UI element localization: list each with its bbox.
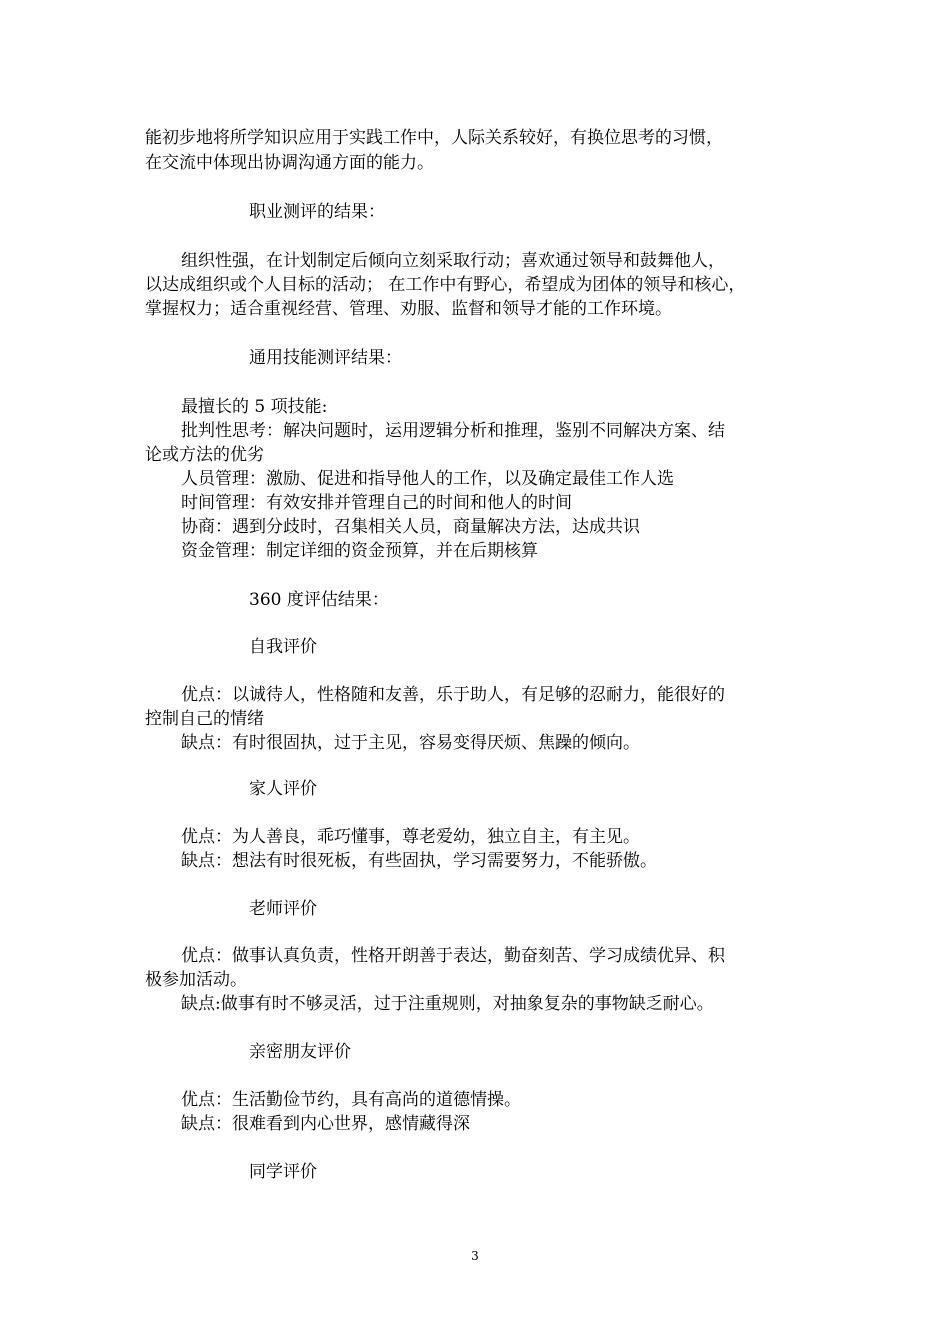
skill-item: 批判性思考：解决问题时，运用逻辑分析和推理，鉴别不同解决方案、结: [181, 421, 725, 441]
intro-line-1: 能初步地将所学知识应用于实践工作中，人际关系较好，有换位思考的习惯，: [145, 128, 723, 148]
skills-subheading: 最擅长的 5 项技能:: [181, 397, 328, 417]
friends-eval-heading: 亲密朋友评价: [249, 1042, 351, 1062]
intro-line-2: 在交流中体现出协调沟通方面的能力。: [145, 153, 434, 173]
teacher-eval-heading: 老师评价: [249, 899, 317, 919]
classmates-eval-heading: 同学评价: [249, 1162, 317, 1182]
skills-heading: 通用技能测评结果：: [249, 348, 402, 368]
skill-item: 人员管理：激励、促进和指导他人的工作，以及确定最佳工作人选: [181, 469, 674, 489]
career-line-3: 掌握权力；适合重视经营、管理、劝服、监督和领导才能的工作环境。: [145, 299, 672, 319]
career-heading: 职业测评的结果：: [249, 202, 385, 222]
career-line-1: 组织性强，在计划制定后倾向立刻采取行动；喜欢通过领导和鼓舞他人，: [181, 251, 725, 271]
family-cons: 缺点：想法有时很死板，有些固执，学习需要努力，不能骄傲。: [181, 851, 657, 871]
self-pros-line-2: 控制自己的情绪: [145, 709, 264, 729]
skill-item: 时间管理：有效安排并管理自己的时间和他人的时间: [181, 493, 572, 513]
skill-item: 资金管理：制定详细的资金预算，并在后期核算: [181, 541, 538, 561]
skill-item: 论或方法的优劣: [145, 445, 264, 465]
skill-item: 协商：遇到分歧时，召集相关人员，商量解决方法，达成共识: [181, 517, 640, 537]
family-eval-heading: 家人评价: [249, 779, 317, 799]
self-eval-heading: 自我评价: [249, 637, 317, 657]
teacher-pros-line-1: 优点：做事认真负责，性格开朗善于表达，勤奋刻苦、学习成绩优异、积: [181, 946, 725, 966]
teacher-cons: 缺点:做事有时不够灵活，过于注重规则，对抽象复杂的事物缺乏耐心。: [181, 994, 714, 1014]
friends-pros: 优点：生活勤俭节约，具有高尚的道德情操。: [181, 1090, 521, 1110]
teacher-pros-line-2: 极参加活动。: [145, 970, 247, 990]
self-pros-line-1: 优点：以诚待人，性格随和友善，乐于助人，有足够的忍耐力，能很好的: [181, 685, 725, 705]
page-number: 3: [471, 1249, 479, 1263]
career-line-2: 以达成组织或个人目标的活动； 在工作中有野心，希望成为团体的领导和核心，: [145, 275, 746, 295]
self-cons: 缺点：有时很固执，过于主见，容易变得厌烦、焦躁的倾向。: [181, 733, 640, 753]
eval360-heading: 360 度评估结果：: [249, 590, 389, 610]
friends-cons: 缺点：很难看到内心世界，感情藏得深: [181, 1114, 470, 1134]
family-pros: 优点：为人善良，乖巧懂事，尊老爱幼，独立自主，有主见。: [181, 827, 640, 847]
